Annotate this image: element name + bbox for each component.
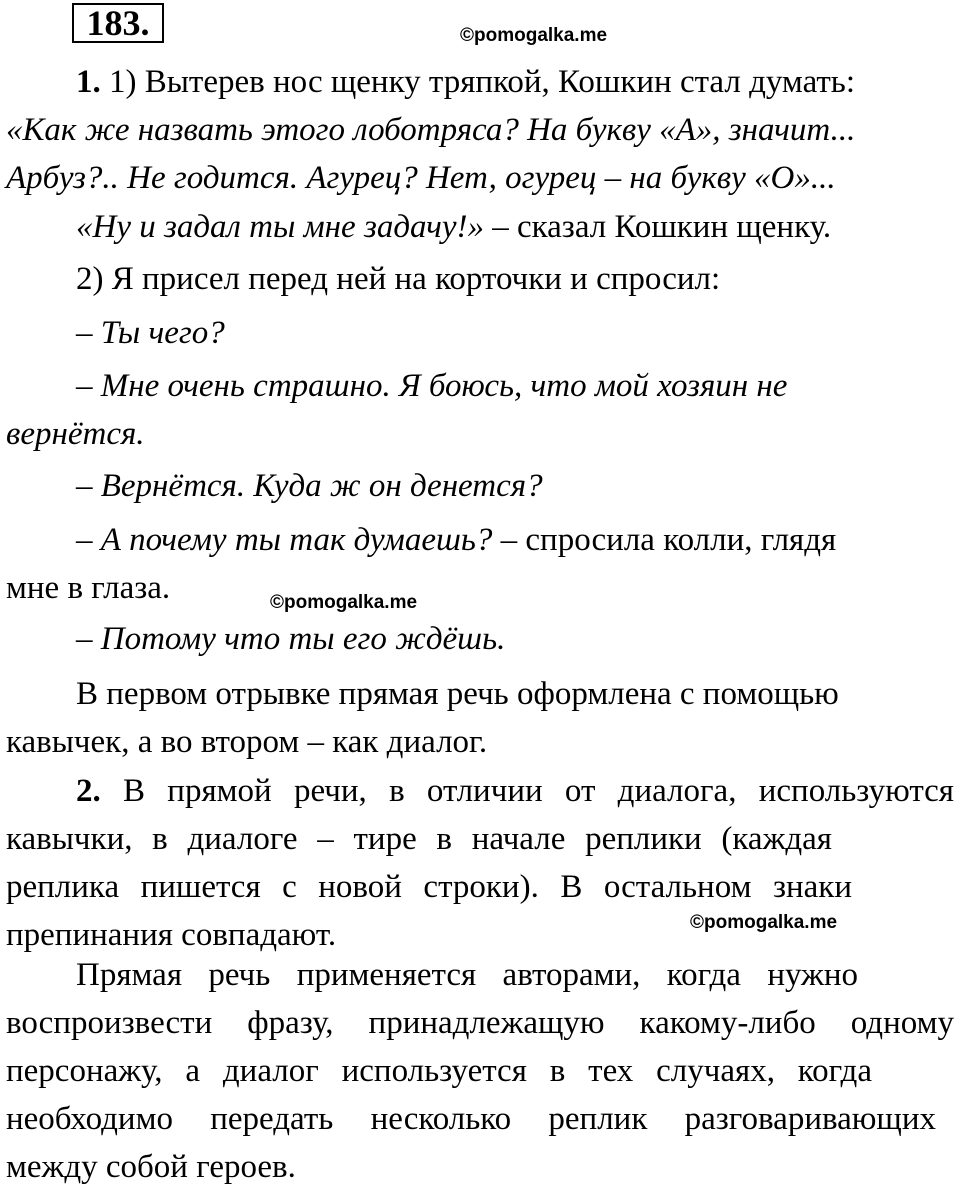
example-1-quote: «Ну и задал ты мне задачу!» xyxy=(76,209,484,245)
dialogue-line-5: – Потому что ты его ждёшь. xyxy=(76,621,506,657)
dialogue-line-4-speech: – А почему ты так думаешь? xyxy=(76,522,493,558)
task-2-p2-line-5: между собой героев. xyxy=(6,1149,296,1185)
task-2-paragraph-2 xyxy=(6,951,954,1191)
exercise-number-box xyxy=(72,3,164,43)
example-1-intro: 1) Вытерев нос щенку тряпкой, Кошкин стал думать: xyxy=(109,64,856,100)
example-1-thought-line-2: Арбуз?.. Не годится. Агурец? Нет, огурец – на букву «О»... xyxy=(6,160,836,196)
task-2-marker: 2. xyxy=(76,773,101,809)
exercise-number: 183. xyxy=(86,3,150,43)
dialogue-line-3-para xyxy=(6,462,954,510)
task-2-p2-line-2: воспроизвести фразу, принадлежащую какому-либо одному xyxy=(6,1005,954,1041)
task-1-conclusion-line-1: В первом отрывке прямая речь оформлена с помощью xyxy=(76,676,839,712)
dialogue-line-2-part-1: – Мне очень страшно. Я боюсь, что мой хозяин не xyxy=(76,368,788,404)
task-1-marker: 1. xyxy=(76,64,101,100)
task-2-p1-line-3: реплика пишется с новой строки). В остальном знаки xyxy=(6,869,852,905)
watermark: ©pomogalka.me xyxy=(460,25,608,46)
task-2-p1-line-1: 2. В прямой речи, в отличии от диалога, используются xyxy=(76,773,954,809)
watermark: ©pomogalka.me xyxy=(270,592,418,613)
dialogue-line-4-para xyxy=(6,516,954,612)
dialogue-line-4-author-cont: мне в глаза. xyxy=(6,570,171,606)
dialogue-line-1: – Ты чего? xyxy=(76,315,225,351)
task-1-conclusion xyxy=(6,670,954,766)
dialogue-line-2-para xyxy=(6,362,954,458)
task-2-p1-line-4: препинания совпадают. xyxy=(6,917,337,953)
dialogue-line-4-author: – спросила колли, глядя xyxy=(492,522,837,558)
dialogue-line-5-para xyxy=(6,615,954,663)
task-1-conclusion-line-2: кавычек, а во втором – как диалог. xyxy=(6,724,488,760)
example-1-quote-author: – сказал Кошкин щенку. xyxy=(483,209,832,245)
example-1-intro-line xyxy=(6,58,954,106)
example-2-intro-para xyxy=(6,255,954,303)
example-1-quote-line xyxy=(6,203,954,251)
example-1-text xyxy=(6,58,954,202)
dialogue-line-2-part-2: вернётся. xyxy=(6,416,145,452)
task-2-p2-line-4: необходимо передать несколько реплик разговаривающих xyxy=(6,1101,936,1137)
example-1-thought-line-1: «Как же назвать этого лоботряса? На букву «А», значит... xyxy=(6,112,856,148)
watermark: ©pomogalka.me xyxy=(690,912,838,933)
task-2-p2-line-1: Прямая речь применяется авторами, когда нужно xyxy=(76,957,858,993)
dialogue-line-3: – Вернётся. Куда ж он денется? xyxy=(76,468,543,504)
dialogue-line-1-para xyxy=(6,309,954,357)
example-2-intro: 2) Я присел перед ней на корточки и спросил: xyxy=(76,261,721,297)
task-2-p1-line-2: кавычки, в диалоге – тире в начале реплики (каждая xyxy=(6,821,832,857)
task-2-p2-line-3: персонажу, а диалог используется в тех случаях, когда xyxy=(6,1053,872,1089)
